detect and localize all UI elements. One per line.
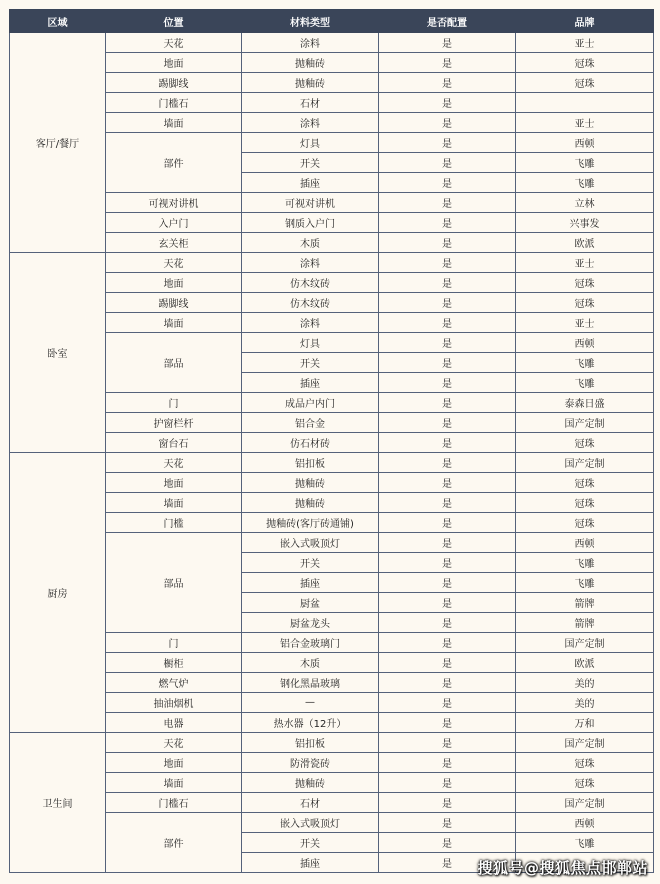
position-cell: 玄关柜 — [106, 233, 242, 253]
material-cell: 抛釉砖(客厅砖通铺) — [242, 513, 379, 533]
table-row — [10, 693, 654, 713]
configured-cell: 是 — [379, 573, 516, 593]
configured-cell: 是 — [379, 733, 516, 753]
area-cell: 客厅/餐厅 — [10, 33, 106, 253]
position-cell: 部件 — [106, 133, 242, 193]
material-cell: 插座 — [242, 573, 379, 593]
position-cell: 墙面 — [106, 493, 242, 513]
brand-cell: 美的 — [516, 693, 654, 713]
table-row — [10, 233, 654, 253]
position-cell: 可视对讲机 — [106, 193, 242, 213]
table-row — [10, 673, 654, 693]
position-cell: 部品 — [106, 333, 242, 393]
brand-cell: 冠珠 — [516, 753, 654, 773]
header-position: 位置 — [106, 10, 242, 33]
brand-cell: 飞雕 — [516, 833, 654, 853]
table-row — [10, 533, 654, 553]
table-row — [10, 473, 654, 493]
brand-cell: 冠珠 — [516, 273, 654, 293]
configured-cell: 是 — [379, 793, 516, 813]
table-row — [10, 773, 654, 793]
configured-cell: 是 — [379, 213, 516, 233]
header-brand: 品牌 — [516, 10, 654, 33]
table-row — [10, 93, 654, 113]
position-cell: 入户门 — [106, 213, 242, 233]
material-cell: 防滑瓷砖 — [242, 753, 379, 773]
material-cell: 涂料 — [242, 33, 379, 53]
material-cell: — — [242, 693, 379, 713]
brand-cell: 兴事发 — [516, 213, 654, 233]
brand-cell: 飞雕 — [516, 553, 654, 573]
configured-cell: 是 — [379, 353, 516, 373]
brand-cell: 冠珠 — [516, 493, 654, 513]
brand-cell: 飞雕 — [516, 173, 654, 193]
position-cell: 橱柜 — [106, 653, 242, 673]
configured-cell: 是 — [379, 53, 516, 73]
configured-cell: 是 — [379, 773, 516, 793]
position-cell: 门 — [106, 633, 242, 653]
configured-cell: 是 — [379, 313, 516, 333]
configured-cell: 是 — [379, 493, 516, 513]
configured-cell: 是 — [379, 593, 516, 613]
material-cell: 嵌入式吸顶灯 — [242, 813, 379, 833]
brand-cell: 西顿 — [516, 813, 654, 833]
table-row — [10, 793, 654, 813]
configured-cell: 是 — [379, 613, 516, 633]
position-cell: 燃气炉 — [106, 673, 242, 693]
material-cell: 灯具 — [242, 333, 379, 353]
configured-cell: 是 — [379, 533, 516, 553]
brand-cell: 亚士 — [516, 313, 654, 333]
position-cell: 门槛石 — [106, 793, 242, 813]
position-cell: 门 — [106, 393, 242, 413]
brand-cell: 冠珠 — [516, 473, 654, 493]
configured-cell: 是 — [379, 253, 516, 273]
table-row — [10, 813, 654, 833]
configured-cell: 是 — [379, 653, 516, 673]
material-cell: 仿木纹砖 — [242, 273, 379, 293]
brand-cell: 亚士 — [516, 33, 654, 53]
position-cell: 天花 — [106, 253, 242, 273]
configured-cell: 是 — [379, 373, 516, 393]
configured-cell: 是 — [379, 133, 516, 153]
brand-cell: 泰森日盛 — [516, 393, 654, 413]
header-area: 区域 — [10, 10, 106, 33]
table-row — [10, 313, 654, 333]
table-row — [10, 273, 654, 293]
configured-cell: 是 — [379, 333, 516, 353]
configured-cell: 是 — [379, 453, 516, 473]
brand-cell: 亚士 — [516, 113, 654, 133]
brand-cell: 国产定制 — [516, 453, 654, 473]
table-row — [10, 493, 654, 513]
header-configured: 是否配置 — [379, 10, 516, 33]
position-cell: 地面 — [106, 473, 242, 493]
brand-cell: 冠珠 — [516, 773, 654, 793]
table-row — [10, 753, 654, 773]
table-row — [10, 293, 654, 313]
material-cell: 石材 — [242, 93, 379, 113]
brand-cell: 美的 — [516, 673, 654, 693]
table-body — [10, 33, 654, 873]
material-spec-table — [9, 9, 654, 873]
table-row — [10, 433, 654, 453]
table-row — [10, 453, 654, 473]
material-cell: 开关 — [242, 553, 379, 573]
material-cell: 厨盆 — [242, 593, 379, 613]
table-row — [10, 713, 654, 733]
material-cell: 涂料 — [242, 313, 379, 333]
configured-cell: 是 — [379, 833, 516, 853]
brand-cell: 西顿 — [516, 333, 654, 353]
position-cell: 门槛石 — [106, 93, 242, 113]
material-cell: 嵌入式吸顶灯 — [242, 533, 379, 553]
brand-cell: 西顿 — [516, 533, 654, 553]
area-cell: 厨房 — [10, 453, 106, 733]
material-cell: 厨盆龙头 — [242, 613, 379, 633]
watermark: 搜狐号@搜狐焦点邯郸站 — [477, 859, 648, 877]
configured-cell: 是 — [379, 413, 516, 433]
material-cell: 插座 — [242, 373, 379, 393]
material-cell: 开关 — [242, 153, 379, 173]
configured-cell: 是 — [379, 33, 516, 53]
table-header-row — [10, 10, 654, 33]
brand-cell: 冠珠 — [516, 73, 654, 93]
configured-cell: 是 — [379, 473, 516, 493]
configured-cell: 是 — [379, 513, 516, 533]
brand-cell: 飞雕 — [516, 353, 654, 373]
area-cell: 卧室 — [10, 253, 106, 453]
configured-cell: 是 — [379, 113, 516, 133]
configured-cell: 是 — [379, 153, 516, 173]
area-cell: 卫生间 — [10, 733, 106, 873]
brand-cell: 亚士 — [516, 253, 654, 273]
brand-cell: 国产定制 — [516, 733, 654, 753]
material-cell: 灯具 — [242, 133, 379, 153]
material-cell: 铝扣板 — [242, 733, 379, 753]
position-cell: 地面 — [106, 753, 242, 773]
position-cell: 天花 — [106, 33, 242, 53]
position-cell: 天花 — [106, 453, 242, 473]
material-cell: 仿木纹砖 — [242, 293, 379, 313]
brand-cell: 冠珠 — [516, 433, 654, 453]
material-cell: 插座 — [242, 173, 379, 193]
material-cell: 成品户内门 — [242, 393, 379, 413]
configured-cell: 是 — [379, 93, 516, 113]
brand-cell: 欧派 — [516, 653, 654, 673]
material-cell: 热水器（12升） — [242, 713, 379, 733]
configured-cell: 是 — [379, 673, 516, 693]
material-cell: 石材 — [242, 793, 379, 813]
position-cell: 墙面 — [106, 113, 242, 133]
configured-cell: 是 — [379, 713, 516, 733]
configured-cell: 是 — [379, 393, 516, 413]
table-row — [10, 213, 654, 233]
material-cell: 铝合金 — [242, 413, 379, 433]
table-row — [10, 653, 654, 673]
position-cell: 墙面 — [106, 773, 242, 793]
position-cell: 抽油烟机 — [106, 693, 242, 713]
brand-cell: 国产定制 — [516, 413, 654, 433]
position-cell: 地面 — [106, 53, 242, 73]
configured-cell: 是 — [379, 553, 516, 573]
position-cell: 墙面 — [106, 313, 242, 333]
brand-cell: 西顿 — [516, 133, 654, 153]
table-row — [10, 33, 654, 53]
material-cell: 木质 — [242, 233, 379, 253]
configured-cell: 是 — [379, 233, 516, 253]
position-cell: 护窗栏杆 — [106, 413, 242, 433]
configured-cell: 是 — [379, 173, 516, 193]
table-row — [10, 133, 654, 153]
configured-cell: 是 — [379, 73, 516, 93]
brand-cell: 国产定制 — [516, 793, 654, 813]
table-row — [10, 733, 654, 753]
table-row — [10, 113, 654, 133]
table-row — [10, 73, 654, 93]
brand-cell: 冠珠 — [516, 513, 654, 533]
brand-cell: 欧派 — [516, 233, 654, 253]
material-table-container — [9, 9, 653, 873]
configured-cell: 是 — [379, 853, 516, 873]
table-row — [10, 393, 654, 413]
material-cell: 抛釉砖 — [242, 473, 379, 493]
configured-cell: 是 — [379, 433, 516, 453]
material-cell: 铝合金玻璃门 — [242, 633, 379, 653]
brand-cell: 立林 — [516, 193, 654, 213]
brand-cell: 国产定制 — [516, 633, 654, 653]
brand-cell: 飞雕 — [516, 153, 654, 173]
brand-cell: 箭牌 — [516, 593, 654, 613]
configured-cell: 是 — [379, 633, 516, 653]
material-cell: 铝扣板 — [242, 453, 379, 473]
position-cell: 地面 — [106, 273, 242, 293]
table-row — [10, 333, 654, 353]
material-cell: 木质 — [242, 653, 379, 673]
table-row — [10, 253, 654, 273]
material-cell: 钢化黑晶玻璃 — [242, 673, 379, 693]
material-cell: 抛釉砖 — [242, 53, 379, 73]
material-cell: 插座 — [242, 853, 379, 873]
position-cell: 部件 — [106, 813, 242, 873]
position-cell: 门槛 — [106, 513, 242, 533]
header-material-type: 材料类型 — [242, 10, 379, 33]
brand-cell: 飞雕 — [516, 573, 654, 593]
position-cell: 踢脚线 — [106, 73, 242, 93]
table-row — [10, 633, 654, 653]
material-cell: 涂料 — [242, 253, 379, 273]
configured-cell: 是 — [379, 813, 516, 833]
material-cell: 开关 — [242, 353, 379, 373]
position-cell: 部品 — [106, 533, 242, 633]
brand-cell: 冠珠 — [516, 293, 654, 313]
material-cell: 开关 — [242, 833, 379, 853]
position-cell: 天花 — [106, 733, 242, 753]
configured-cell: 是 — [379, 693, 516, 713]
configured-cell: 是 — [379, 273, 516, 293]
brand-cell: 飞雕 — [516, 373, 654, 393]
position-cell: 电器 — [106, 713, 242, 733]
material-cell: 抛釉砖 — [242, 73, 379, 93]
brand-cell: 冠珠 — [516, 53, 654, 73]
table-row — [10, 413, 654, 433]
material-cell: 涂料 — [242, 113, 379, 133]
position-cell: 踢脚线 — [106, 293, 242, 313]
table-row — [10, 513, 654, 533]
material-cell: 可视对讲机 — [242, 193, 379, 213]
brand-cell: 箭牌 — [516, 613, 654, 633]
position-cell: 窗台石 — [106, 433, 242, 453]
material-cell: 钢质入户门 — [242, 213, 379, 233]
material-cell: 仿石材砖 — [242, 433, 379, 453]
material-cell: 抛釉砖 — [242, 773, 379, 793]
table-row — [10, 193, 654, 213]
brand-cell — [516, 93, 654, 113]
table-row — [10, 53, 654, 73]
configured-cell: 是 — [379, 293, 516, 313]
material-cell: 抛釉砖 — [242, 493, 379, 513]
configured-cell: 是 — [379, 193, 516, 213]
configured-cell: 是 — [379, 753, 516, 773]
brand-cell: 万和 — [516, 713, 654, 733]
